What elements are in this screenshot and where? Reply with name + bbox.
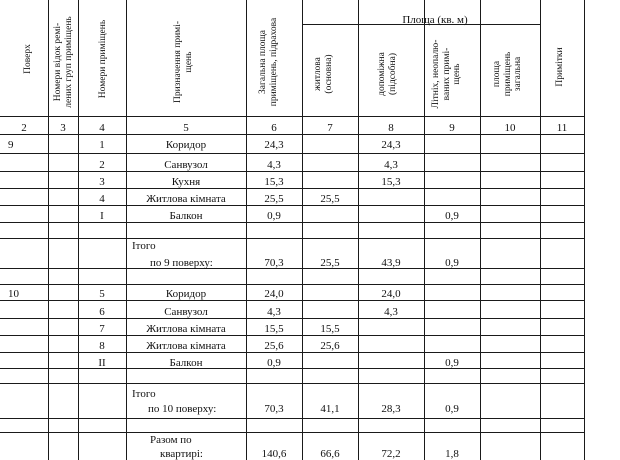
room-total-area: 25,5	[264, 193, 284, 205]
header-group-no: Номери відок ремі- лених груп приміщень	[53, 16, 74, 108]
room-number: 7	[99, 323, 105, 335]
grid-line-horizontal	[0, 153, 584, 154]
room-number: II	[98, 357, 106, 369]
grid-line-vertical	[48, 0, 49, 460]
aux-area-sum: 28,3	[381, 403, 401, 415]
room-total-area: 15,5	[264, 323, 284, 335]
floor-number: 9	[8, 139, 14, 151]
grid-line-horizontal	[0, 205, 584, 206]
room-number: 5	[99, 288, 105, 300]
summer-area-sum: 1,8	[445, 448, 459, 460]
room-aux-area: 4,3	[384, 159, 398, 171]
aux-area-sum: 72,2	[381, 448, 401, 460]
room-total-area: 15,3	[264, 176, 284, 188]
grid-line-horizontal	[0, 352, 584, 353]
grid-line-horizontal	[0, 222, 584, 223]
grid-line-vertical	[480, 0, 481, 460]
total-area-sum: 140,6	[261, 448, 287, 460]
living-area-sum: 41,1	[320, 403, 340, 415]
grid-line-horizontal	[0, 300, 584, 301]
header-area-group: Площа (кв. м)	[402, 14, 468, 26]
room-purpose: Балкон	[169, 357, 203, 369]
colnum: 6	[271, 122, 277, 134]
room-total-area: 4,3	[267, 306, 281, 318]
living-area-sum: 66,6	[320, 448, 340, 460]
grid-line-horizontal	[0, 134, 584, 135]
colnum: 8	[388, 122, 394, 134]
total-label: Ітого	[132, 240, 156, 252]
grid-line-vertical	[78, 0, 79, 460]
grid-line-horizontal	[0, 116, 584, 117]
living-area-sum: 25,5	[320, 257, 340, 269]
room-number: 8	[99, 340, 105, 352]
colnum: 3	[60, 122, 66, 134]
grid-line-vertical	[126, 0, 127, 460]
room-total-area: 4,3	[267, 159, 281, 171]
room-aux-area: 24,3	[381, 139, 401, 151]
aux-area-sum: 43,9	[381, 257, 401, 269]
floor-number: 10	[8, 288, 19, 300]
header-notes: Примітки	[555, 47, 565, 87]
grid-line-vertical	[246, 0, 247, 460]
colnum: 10	[504, 122, 516, 134]
room-purpose: Санвузол	[164, 306, 208, 318]
room-total-area: 0,9	[267, 210, 281, 222]
total-label: Ітого	[132, 388, 156, 400]
room-living-area: 25,5	[320, 193, 340, 205]
total-label: по 9 поверху:	[150, 257, 213, 269]
grid-line-horizontal	[0, 383, 584, 384]
colnum: 4	[99, 122, 105, 134]
room-living-area: 25,6	[320, 340, 340, 352]
grid-line-horizontal	[0, 432, 584, 433]
room-purpose: Коридор	[165, 288, 207, 300]
room-purpose: Житлова кімната	[146, 193, 226, 205]
room-number: 4	[99, 193, 105, 205]
room-total-area: 25,6	[264, 340, 284, 352]
header-floor: Поверх	[23, 44, 33, 74]
room-aux-area: 24,0	[381, 288, 401, 300]
grid-line-vertical	[302, 0, 303, 460]
room-purpose: Житлова кімната	[146, 340, 226, 352]
colnum: 5	[183, 122, 189, 134]
total-label: квартирі:	[160, 448, 203, 460]
header-auxiliary: допоміжна (підсобна)	[377, 52, 398, 96]
grid-line-vertical	[424, 0, 425, 460]
header-living: житлова (основна)	[313, 54, 334, 94]
room-aux-area: 4,3	[384, 306, 398, 318]
total-area-sum: 70,3	[264, 257, 284, 269]
summer-area-sum: 0,9	[445, 403, 459, 415]
summer-area-sum: 0,9	[445, 257, 459, 269]
header-summer: Літніх, неопалю- ваних примі- щень	[431, 39, 462, 109]
grid-line-horizontal	[0, 335, 584, 336]
room-total-area: 0,9	[267, 357, 281, 369]
grid-line-vertical	[358, 0, 359, 460]
room-total-area: 24,0	[264, 288, 284, 300]
room-number: 3	[99, 176, 105, 188]
grid-line-horizontal	[0, 238, 584, 239]
header-area-total: площа приміщень загальна	[492, 51, 523, 97]
room-number: 1	[99, 139, 105, 151]
colnum: 9	[449, 122, 455, 134]
colnum: 7	[327, 122, 333, 134]
room-purpose: Санвузол	[164, 159, 208, 171]
room-purpose: Балкон	[169, 210, 203, 222]
header-purpose: Призначення примі- щень	[173, 21, 194, 104]
grid-line-vertical	[584, 0, 585, 460]
room-number: I	[100, 210, 104, 222]
grid-line-vertical	[540, 0, 541, 460]
room-purpose: Кухня	[171, 176, 201, 188]
header-room-no: Номери приміщень	[98, 19, 108, 99]
total-area-sum: 70,3	[264, 403, 284, 415]
grid-line-horizontal	[0, 284, 584, 285]
room-total-area: 24,3	[264, 139, 284, 151]
colnum: 2	[21, 122, 27, 134]
grid-line-horizontal	[0, 418, 584, 419]
room-summer-area: 0,9	[445, 210, 459, 222]
room-number: 2	[99, 159, 105, 171]
room-summer-area: 0,9	[445, 357, 459, 369]
room-aux-area: 15,3	[381, 176, 401, 188]
total-label: Разом по	[150, 434, 192, 446]
header-total-area: Загальна площа приміщень, підрахова	[258, 17, 279, 107]
colnum: 11	[556, 122, 568, 134]
total-label: по 10 поверху:	[148, 403, 217, 415]
grid-line-horizontal	[0, 188, 584, 189]
room-purpose: Житлова кімната	[146, 323, 226, 335]
grid-line-horizontal	[0, 318, 584, 319]
room-purpose: Коридор	[165, 139, 207, 151]
grid-line-horizontal	[0, 171, 584, 172]
room-number: 6	[99, 306, 105, 318]
room-living-area: 15,5	[320, 323, 340, 335]
